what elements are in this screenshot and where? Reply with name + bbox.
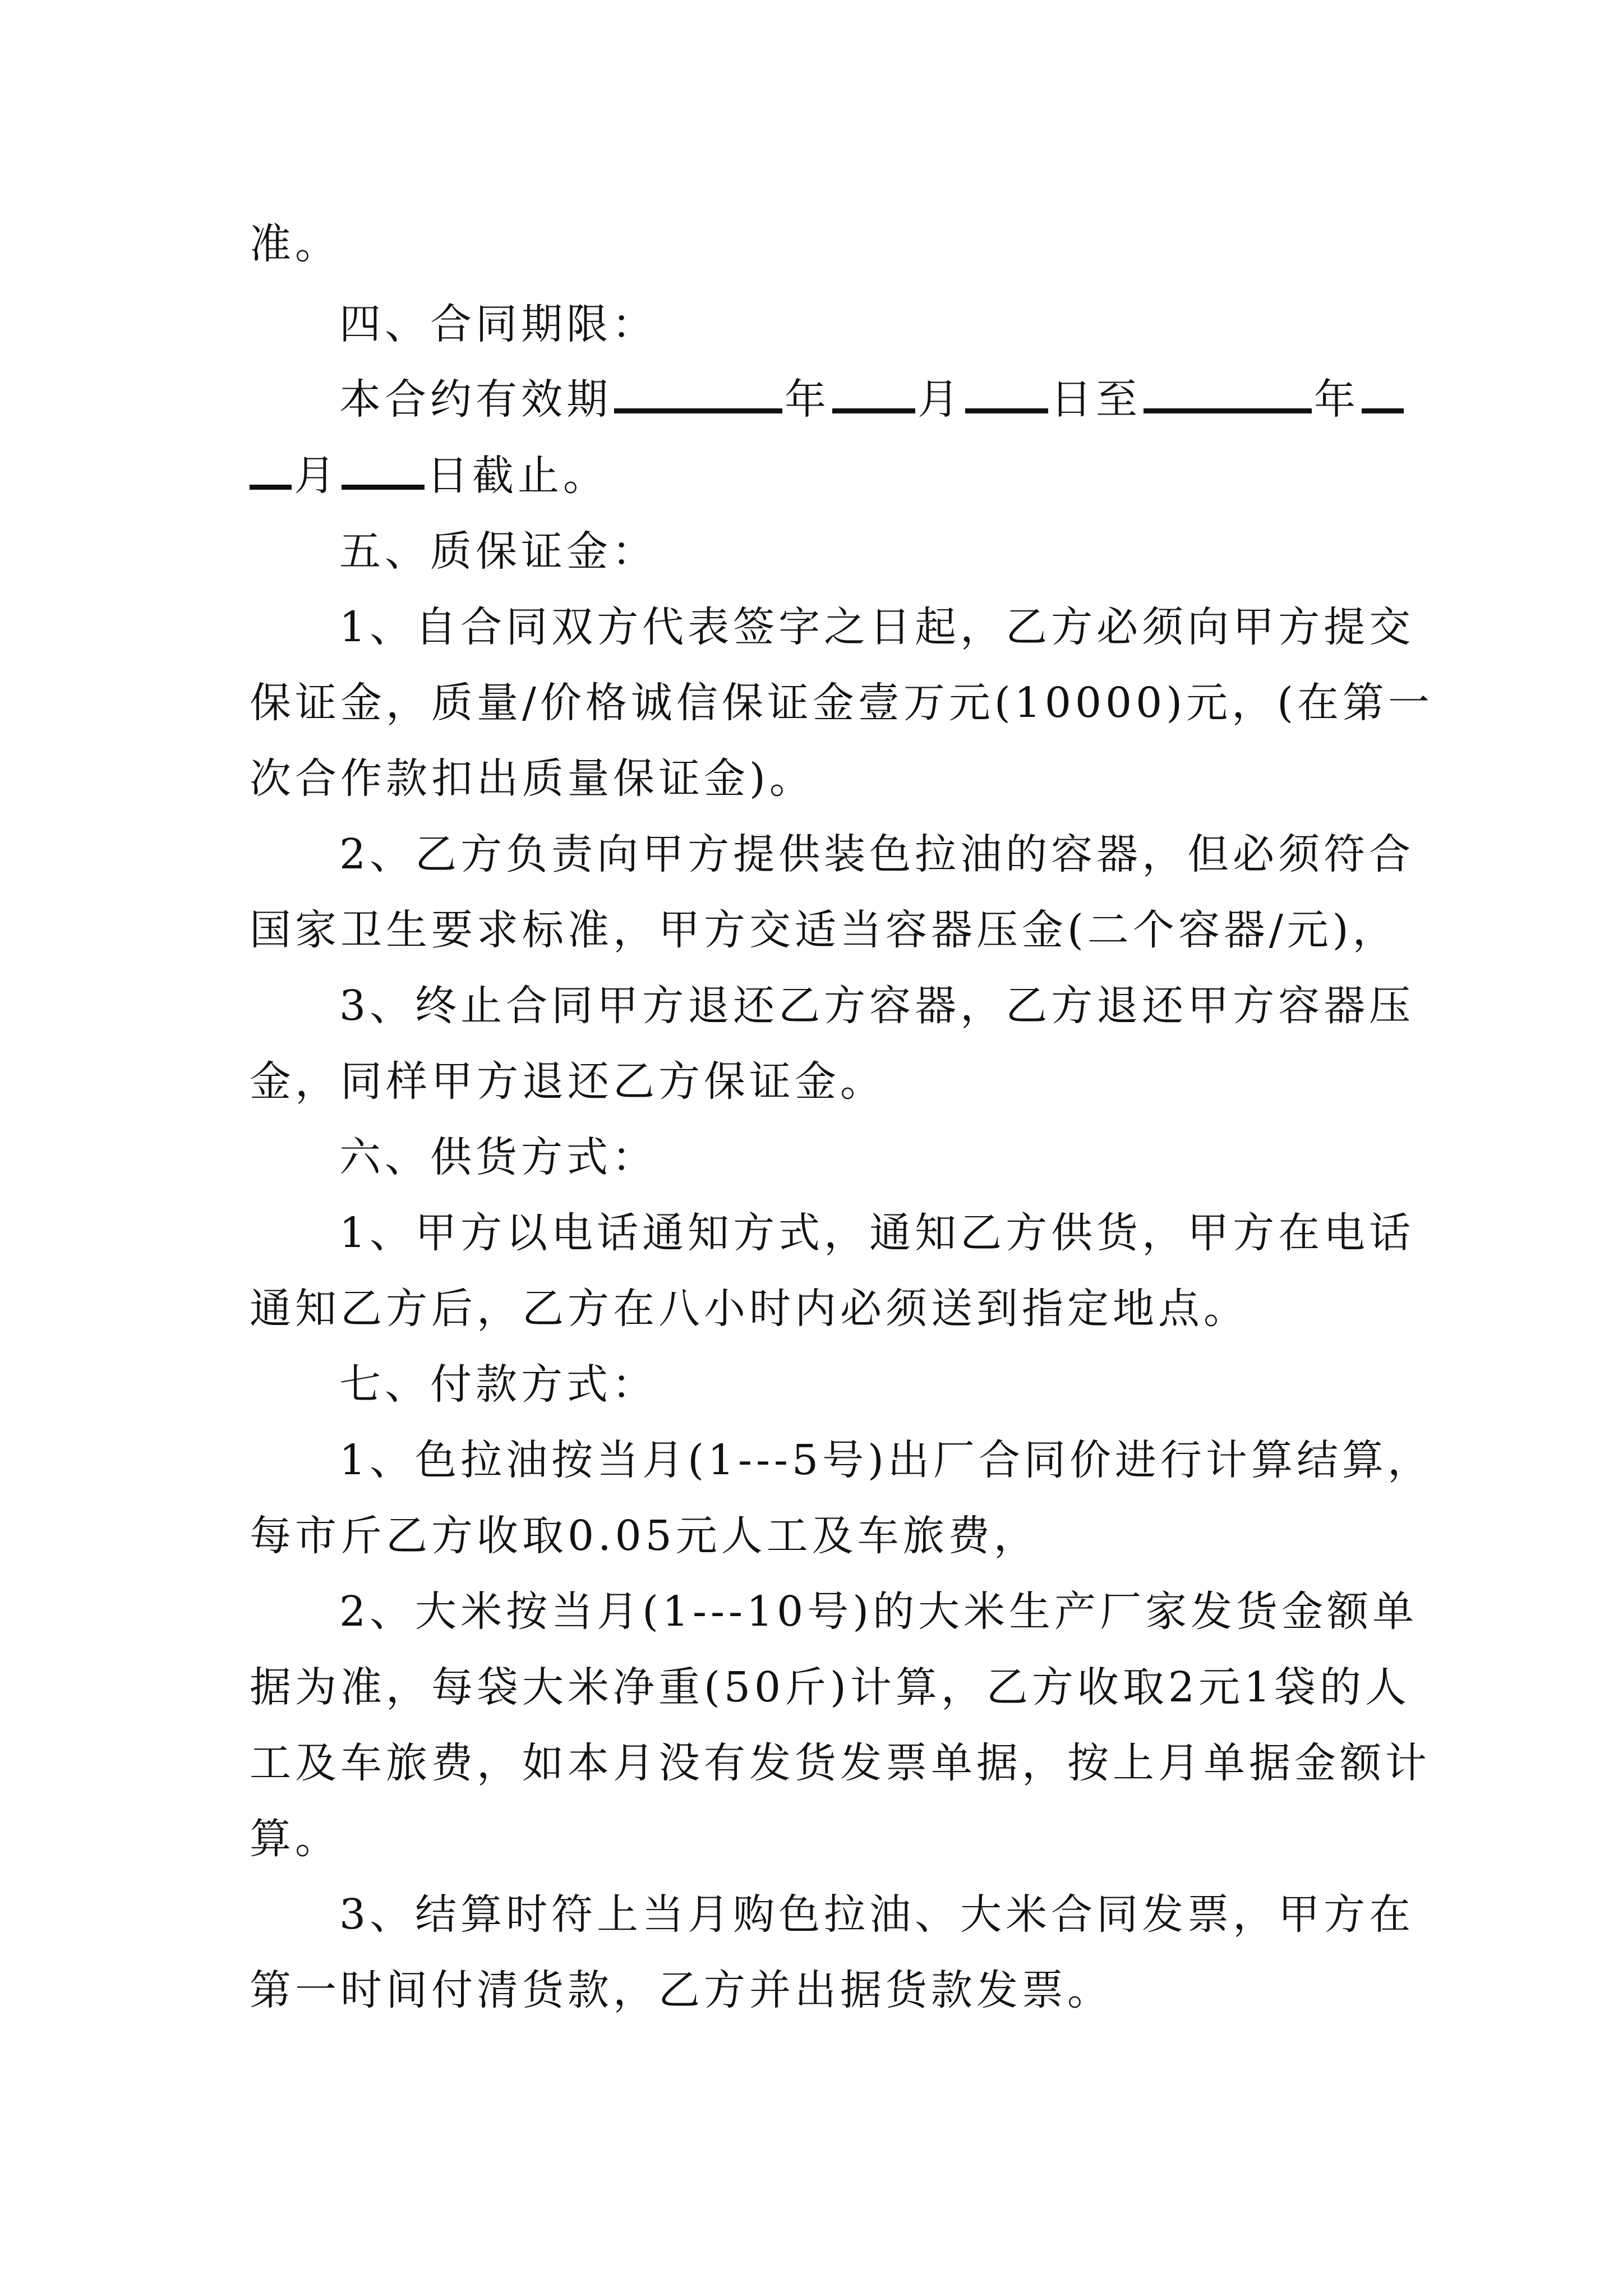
clause-text: 第一时间付清货款，乙方并出据货款发票。 (250, 1966, 1113, 2014)
clause-text: 2、大米按当月(1---10号)的大米生产厂家发货金额单 (339, 1588, 1418, 1636)
clause-text: 国家卫生要求标准，甲方交适当容器压金(二个容器/元)， (250, 906, 1398, 954)
section-6-heading: 六、供货方式： (339, 1133, 657, 1181)
clause-text: 算。 (250, 1815, 340, 1863)
end-day-blank (342, 452, 425, 490)
term-line-1 (339, 371, 1406, 427)
clause-text: 2、乙方负责向甲方提供装色拉油的容器，但必须符合 (339, 830, 1415, 878)
clause-text: 通知乙方后，乙方在八小时内必须送到指定地点。 (250, 1285, 1249, 1333)
paragraph-continuation: 准。 (250, 220, 340, 268)
end-year-blank (1144, 376, 1312, 413)
clause-text: 工及车旅费，如本月没有发货发票单据，按上月单据金额计 (250, 1739, 1431, 1787)
clause-text: 3、终止合同甲方退还乙方容器，乙方退还甲方容器压 (339, 982, 1415, 1030)
term-text: 月 (917, 375, 963, 424)
clause-text: 1、色拉油按当月(1---5号)出厂合同价进行计算结算， (339, 1436, 1433, 1484)
clause-text: 次合作款扣出质量保证金)。 (250, 754, 815, 803)
clause-text: 1、自合同双方代表签字之日起，乙方必须向甲方提交 (339, 603, 1415, 651)
term-text: 日至 (1050, 375, 1141, 424)
term-line-2 (250, 448, 608, 504)
start-day-blank (965, 376, 1048, 413)
term-text: 日截止。 (427, 452, 608, 500)
section-4-heading: 四、合同期限： (339, 300, 657, 348)
term-text: 月 (294, 452, 339, 500)
section-7-heading: 七、付款方式： (339, 1360, 657, 1409)
section-5-heading: 五、质保证金： (339, 527, 657, 576)
end-month-blank-part (250, 452, 292, 490)
end-month-blank-part (1362, 376, 1404, 413)
clause-text: 1、甲方以电话通知方式，通知乙方供货，甲方在电话 (339, 1209, 1415, 1257)
clause-text: 3、结算时符上当月购色拉油、大米合同发票，甲方在 (339, 1890, 1415, 1939)
clause-text: 每市斤乙方收取0.05元人工及车旅费， (250, 1512, 1039, 1560)
start-month-blank (832, 376, 915, 413)
clause-text: 金，同样甲方退还乙方保证金。 (250, 1057, 886, 1106)
clause-text: 保证金，质量/价格诚信保证金壹万元(10000)元，(在第一 (250, 679, 1433, 727)
term-text: 年 (1314, 375, 1359, 424)
start-year-blank (614, 376, 782, 413)
term-text: 年 (785, 375, 830, 424)
clause-text: 据为准，每袋大米净重(50斤)计算，乙方收取2元1袋的人 (250, 1663, 1411, 1711)
term-text: 本合约有效期 (339, 375, 612, 424)
